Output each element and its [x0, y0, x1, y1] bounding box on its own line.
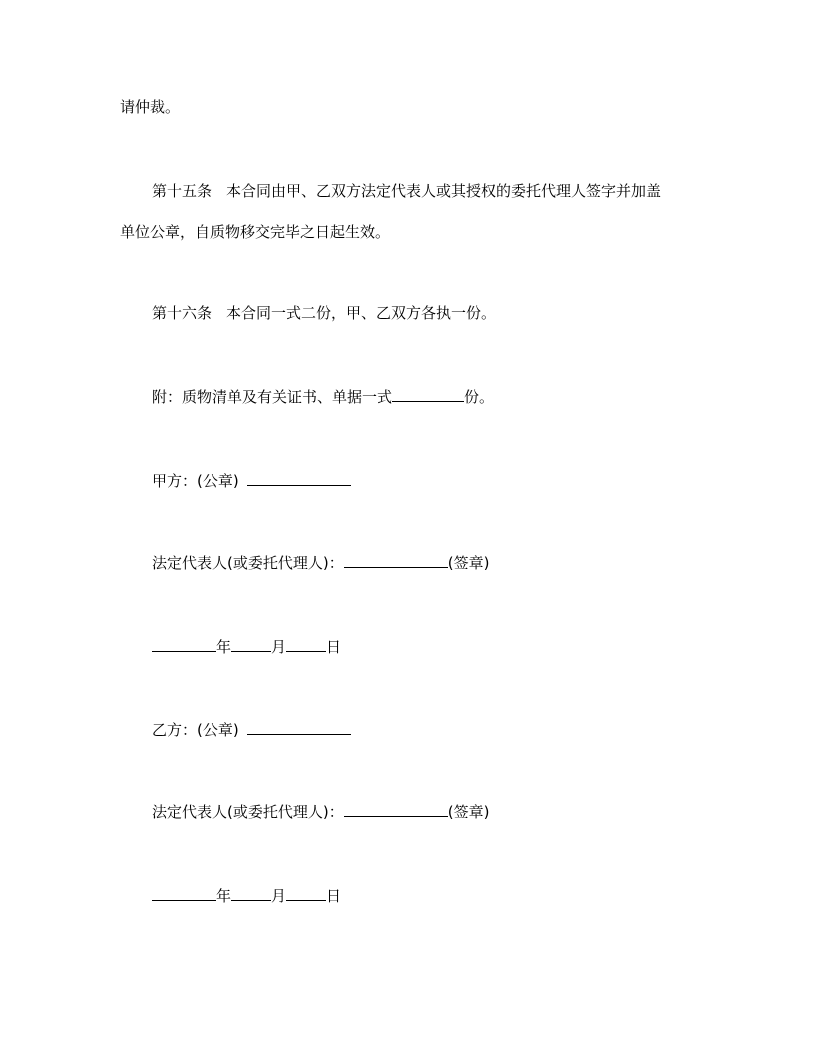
article-16-label: 第十六条: [152, 304, 213, 322]
continuation-text: 请仲裁。: [120, 98, 181, 116]
party-a-day-label: 日: [326, 638, 342, 656]
party-a-label: 甲方：(公章): [152, 472, 239, 490]
party-a-day-blank[interactable]: [286, 636, 326, 652]
party-b-seal-line: [152, 719, 351, 740]
attachment-text: 附：质物清单及有关证书、单据一式: [152, 388, 393, 406]
article-15-text: 本合同由甲、乙双方法定代表人或其授权的委托代理人签字并加盖: [226, 182, 662, 200]
party-b-year-blank[interactable]: [152, 885, 216, 901]
article-15: [152, 181, 661, 201]
party-b-seal-blank[interactable]: [247, 719, 351, 735]
party-a-rep-label: 法定代表人(或委托代理人)：: [152, 554, 344, 572]
party-a-rep-line: [152, 552, 489, 573]
party-b-label: 乙方：(公章): [152, 721, 239, 739]
party-a-sign-suffix: (签章): [447, 554, 490, 572]
party-b-year-label: 年: [216, 887, 232, 905]
article-16: [152, 303, 496, 323]
attachment-count-blank[interactable]: [392, 386, 464, 402]
attachment-line: [152, 386, 494, 407]
party-b-rep-blank[interactable]: [344, 801, 448, 817]
party-a-seal-line: [152, 470, 351, 491]
party-a-month-blank[interactable]: [231, 636, 271, 652]
party-a-month-label: 月: [271, 638, 287, 656]
party-b-month-blank[interactable]: [231, 885, 271, 901]
party-b-rep-line: [152, 801, 489, 822]
paragraph-continuation: [120, 97, 180, 117]
article-15-text-2: 单位公章，自质物移交完毕之日起生效。: [120, 223, 391, 241]
party-b-sign-suffix: (签章): [447, 803, 490, 821]
article-15-continuation: [120, 222, 390, 242]
party-a-year-blank[interactable]: [152, 636, 216, 652]
party-b-rep-label: 法定代表人(或委托代理人)：: [152, 803, 344, 821]
attachment-suffix: 份。: [464, 388, 495, 406]
party-b-month-label: 月: [271, 887, 287, 905]
party-a-seal-blank[interactable]: [247, 470, 351, 486]
party-a-year-label: 年: [216, 638, 232, 656]
party-a-rep-blank[interactable]: [344, 552, 448, 568]
party-b-date-line: [152, 885, 341, 906]
party-b-day-label: 日: [326, 887, 342, 905]
party-b-day-blank[interactable]: [286, 885, 326, 901]
article-15-label: 第十五条: [152, 182, 213, 200]
article-16-text: 本合同一式二份，甲、乙双方各执一份。: [226, 304, 497, 322]
party-a-date-line: [152, 636, 341, 657]
